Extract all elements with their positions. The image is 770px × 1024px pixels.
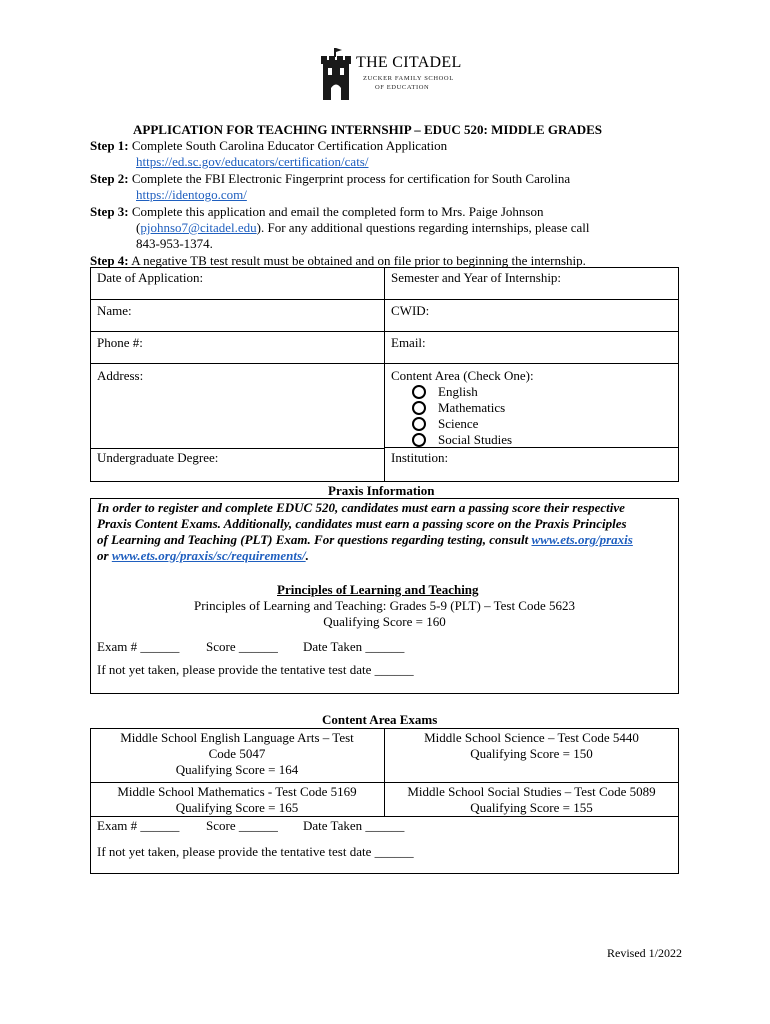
name-label[interactable]: Name:: [97, 303, 132, 318]
institution-label[interactable]: Institution:: [391, 450, 449, 465]
math-score: Qualifying Score = 165: [175, 800, 299, 815]
plt-heading: Principles of Learning and Teaching: [277, 582, 479, 597]
ela-exam-line-2: Code 5047: [208, 746, 266, 761]
requirements-link[interactable]: www.ets.org/praxis/sc/requirements/: [111, 548, 306, 563]
step-1-link[interactable]: https://ed.sc.gov/educators/certification/cats/: [136, 154, 369, 169]
plt-exam-number[interactable]: Exam # ______: [97, 639, 180, 654]
science-score: Qualifying Score = 150: [470, 746, 593, 761]
email-label[interactable]: Email:: [391, 335, 426, 350]
logo-subtitle-1: ZUCKER FAMILY SCHOOL: [363, 75, 454, 82]
step-4: Step 4: A negative TB test result must be obtained and on file prior to beginning the internship.: [90, 253, 586, 268]
content-score-field[interactable]: Score ______: [206, 818, 278, 833]
plt-date-taken[interactable]: Date Taken ______: [303, 639, 405, 654]
praxis-line-3: of Learning and Teaching (PLT) Exam. For questions regarding testing, consult www.ets.org/praxis: [97, 532, 633, 547]
radio-english[interactable]: English: [412, 384, 478, 400]
math-exam: Middle School Mathematics - Test Code 5169: [117, 784, 357, 799]
praxis-line-4: or www.ets.org/praxis/sc/requirements/.: [97, 548, 309, 563]
email-link[interactable]: pjohnso7@citadel.edu: [140, 220, 257, 235]
content-tentative-date[interactable]: If not yet taken, please provide the tentative test date ______: [97, 844, 414, 859]
ela-exam-line-1: Middle School English Language Arts – Test: [120, 730, 354, 745]
content-area-label: Content Area (Check One):: [391, 368, 534, 383]
radio-circle-icon[interactable]: [412, 417, 426, 431]
logo-subtitle-2: OF EDUCATION: [375, 84, 430, 91]
social-studies-exam: Middle School Social Studies – Test Code 5089: [407, 784, 656, 799]
step-3-contact: (pjohnso7@citadel.edu). For any additional questions regarding internships, please call: [136, 220, 590, 235]
plt-score: Qualifying Score = 160: [323, 614, 446, 629]
phone-label[interactable]: Phone #:: [97, 335, 143, 350]
step-2: Step 2: Complete the FBI Electronic Fingerprint process for certification for South Carolina: [90, 171, 571, 186]
praxis-line-2: Praxis Content Exams. Additionally, candidates must earn a passing score on the Praxis Principles: [97, 516, 627, 531]
radio-mathematics[interactable]: Mathematics: [412, 400, 505, 416]
logo-title: THE CITADEL: [356, 54, 462, 71]
revised-date: Revised 1/2022: [607, 946, 682, 960]
step-1: Step 1: Complete South Carolina Educator Certification Application: [90, 138, 448, 153]
undergraduate-degree-label[interactable]: Undergraduate Degree:: [97, 450, 219, 465]
radio-social-studies[interactable]: Social Studies: [412, 432, 512, 448]
plt-tentative-date[interactable]: If not yet taken, please provide the tentative test date ______: [97, 662, 414, 677]
social-studies-score: Qualifying Score = 155: [470, 800, 593, 815]
page-title: APPLICATION FOR TEACHING INTERNSHIP – EDUC 520: MIDDLE GRADES: [133, 122, 603, 137]
radio-circle-icon[interactable]: [412, 401, 426, 415]
cwid-label[interactable]: CWID:: [391, 303, 430, 318]
content-exams-heading: Content Area Exams: [322, 712, 438, 727]
radio-circle-icon[interactable]: [412, 385, 426, 399]
science-exam: Middle School Science – Test Code 5440: [424, 730, 639, 745]
praxis-line-1: In order to register and complete EDUC 520, candidates must earn a passing score their respective: [97, 500, 625, 515]
radio-circle-icon[interactable]: [412, 433, 426, 447]
date-of-application-label[interactable]: Date of Application:: [97, 270, 204, 285]
semester-year-label[interactable]: Semester and Year of Internship:: [391, 270, 562, 285]
radio-science[interactable]: Science: [412, 416, 478, 432]
plt-exam: Principles of Learning and Teaching: Grades 5-9 (PLT) – Test Code 5623: [194, 598, 575, 613]
step-3-phone: 843-953-1374.: [136, 236, 213, 251]
plt-score-field[interactable]: Score ______: [206, 639, 278, 654]
step-3: Step 3: Complete this application and email the completed form to Mrs. Paige Johnson: [90, 204, 544, 219]
ela-score: Qualifying Score = 164: [175, 762, 299, 777]
content-date-taken[interactable]: Date Taken ______: [303, 818, 405, 833]
address-label[interactable]: Address:: [97, 368, 144, 383]
content-exam-number[interactable]: Exam # ______: [97, 818, 180, 833]
step-2-link[interactable]: https://identogo.com/: [136, 187, 247, 202]
praxis-link[interactable]: www.ets.org/praxis: [531, 532, 633, 547]
praxis-heading: Praxis Information: [328, 483, 435, 498]
